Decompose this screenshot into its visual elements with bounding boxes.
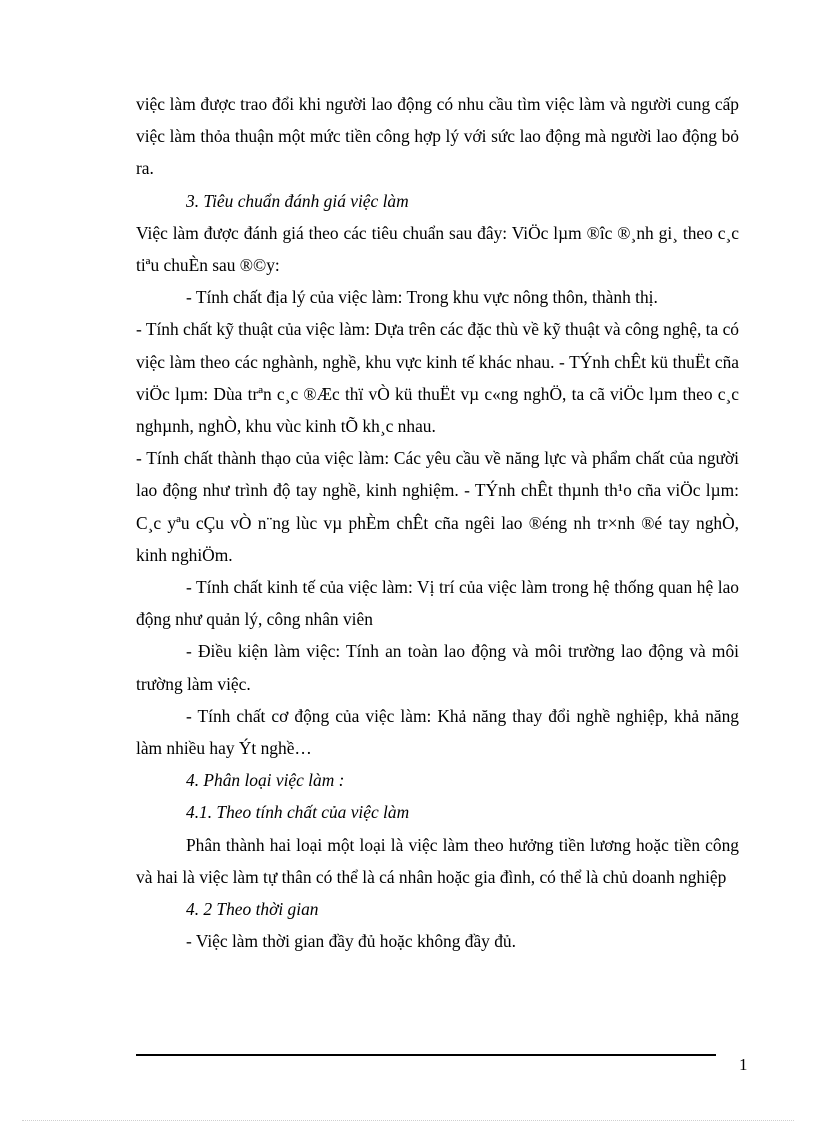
- paragraph-criteria-intro: Việc làm được đánh giá theo các tiêu chuẩn sau đây: ViÖc lµm ®îc ®¸nh gi¸ theo c¸c tiªu chuÈn sau ®©y:: [136, 222, 739, 276]
- section-heading-criteria: 3. Tiêu chuẩn đánh giá việc làm: [186, 190, 409, 211]
- subsection-heading-time: 4. 2 Theo thời gian: [186, 899, 319, 920]
- page-number: 1: [739, 1055, 748, 1074]
- paragraph-nature: Phân thành hai loại một loại là việc làm theo hưởng tiền lương hoặc tiền công và hai là việc làm tự thân có thể là cá nhân hoặc gia đình, có thể là chủ doanh nghiệp: [136, 834, 739, 887]
- bullet-proficiency: - Tính chất thành thạo của việc làm: Các yêu cầu về năng lực và phẩm chất của người lao động như trình độ tay nghề, kinh nghiệm. - TÝnh chÊt thµnh th¹o cña viÖc lµm: C¸c yªu cÇu vÒ n¨ng lùc vµ phÈm chÊt cña ngêi lao ®éng nh tr×nh ®é tay nghÒ, kinh nghiÖm.: [136, 448, 739, 565]
- footer-rule: [136, 1054, 716, 1056]
- body-text: [136, 88, 739, 957]
- bullet-mobility: - Tính chất cơ động của việc làm: Khả năng thay đổi nghề nghiệp, khả năng làm nhiều hay Ýt nghề…: [136, 705, 739, 759]
- section-heading-classification: 4. Phân loại việc làm :: [186, 770, 345, 791]
- bullet-technical: - Tính chất kỹ thuật của việc làm: Dựa trên các đặc thù về kỹ thuật và công nghệ, ta có việc làm theo các nghành, nghề, khu vực kinh tế khác nhau. - TÝnh chÊt kü thuËt cña viÖc lµm: Dùa trªn c¸c ®Æc thï vÒ kü thuËt vµ c«ng nghÖ, ta cã viÖc lµm theo c¸c nghµnh, nghÒ, khu vùc kinh tÕ kh¸c nhau.: [136, 319, 739, 437]
- bullet-geography: - Tính chất địa lý của việc làm: Trong khu vực nông thôn, thành thị.: [186, 287, 658, 308]
- page-edge: [22, 1120, 794, 1121]
- bullet-full-time: - Việc làm thời gian đầy đủ hoặc không đầy đủ.: [186, 931, 516, 952]
- paragraph-1: việc làm được trao đổi khi người lao động có nhu cầu tìm việc làm và người cung cấp việc làm thỏa thuận một mức tiền công hợp lý với sức lao động mà người lao động bỏ ra.: [136, 94, 739, 179]
- bullet-working-conditions: - Điều kiện làm việc: Tính an toàn lao động và môi trường lao động và môi trường làm việc.: [136, 641, 739, 694]
- bullet-economic: - Tính chất kinh tế của việc làm: Vị trí của việc làm trong hệ thống quan hệ lao động như quản lý, công nhân viên: [136, 577, 739, 630]
- subsection-heading-nature: 4.1. Theo tính chất của việc làm: [186, 802, 410, 823]
